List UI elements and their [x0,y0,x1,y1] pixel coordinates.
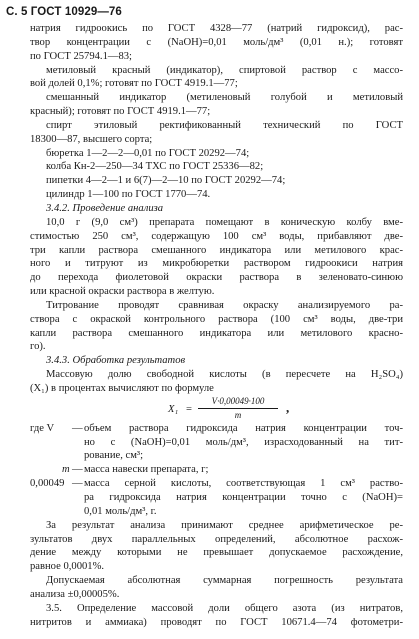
definition-text: объем раствора гидроксида натрия концентрации точ- [84,422,403,434]
paragraph-line: до перехода фиолетовой окраски раствора в зеленовато-синюю [30,272,403,284]
reagent-line: твор концентрации с (NaOH)=0,01 моль/дм³ (0,01 н.); готовят [30,36,403,48]
document-body [0,22,419,629]
reagent-line: спирт этиловый ректификованный технический по ГОСТ [46,119,403,131]
definition-text: но с (NaOH)=0,01 моль/дм³, израсходованный на тит- [84,436,403,448]
definition-dash: — [72,464,83,476]
definition-text: масса серной кислоты, соответствующая 1 см³ раство- [84,478,403,490]
formula-equals: = [186,403,192,415]
reagent-line: по ГОСТ 25794.1—83; [30,50,133,62]
paragraph-line: или красной окраски раствора в желтую. [30,286,215,298]
definition-text: 0,01 моль/дм³, г. [84,505,157,517]
definition-row [0,463,419,477]
definition-dash: — [72,478,83,490]
definition-text: масса навески препарата, г; [84,464,209,476]
definition-symbol: где V [30,422,55,434]
paragraph-line: равное 0,0001%. [30,561,105,573]
paragraph-line: нитритов и аммиака) проводят по ГОСТ 10671.4—74 фотометри- [30,616,403,628]
paragraph-line: Титрование проводят сравнивая окраску анализируемого ра- [46,299,403,311]
paragraph-line: 3.5. Определение массовой доли общего азота (из нитратов, [46,602,403,614]
formula-denominator: m [234,409,242,420]
equipment-line: цилиндр 1—100 по ГОСТ 1770—74. [46,189,211,201]
page-header: С. 5 ГОСТ 10929—76 [6,6,122,18]
paragraph-line: го). [30,341,46,353]
paragraph-line: ного и титруют из микробюретки раствором гидроокиси натрия [30,258,403,270]
paragraph-line: (X₁) в процентах вычисляют по формуле [30,382,214,394]
reagent-line: красный); готовят по ГОСТ 4919.1—77; [30,106,211,118]
definition-text: рование, см³; [84,450,144,462]
formula [168,396,419,422]
definition-symbol: m [62,464,70,476]
formula-fraction [198,396,278,421]
paragraph-line: дение между которыми не превышает допускаемое расхождение, [30,547,403,559]
definition-row [0,436,419,450]
formula-end: , [286,399,290,415]
formula-numerator: V·0,00049·100 [198,396,278,409]
definition-dash: — [72,422,83,434]
paragraph-line: Массовую долю свободной кислоты (в пересчете на H₂SO₄) [46,369,403,381]
definition-row [0,449,419,463]
reagent-line: метиловый красный (индикатор), спиртовой раствор с массо- [46,64,403,76]
reagent-line: натрия гидроокись по ГОСТ 4328—77 (натрий гидроксид), рас- [30,23,403,34]
paragraph-line: капли раствора смешанного индикатора или метилового красно- [30,327,403,339]
definition-row [0,477,419,491]
equipment-line: пипетки 4—2—1 и 6(7)—2—10 по ГОСТ 20292—74; [46,175,286,187]
paragraph-line: анализа ±0,00005%. [30,588,120,600]
reagent-line: смешанный индикатор (метиленовый голубой и метиловый [46,92,403,104]
paragraph-line: За результат анализа принимают среднее арифметическое ре- [46,519,403,531]
paragraph-line: стимостью 250 см³, содержащую 100 см³ воды, прибавляют две- [30,230,403,242]
reagent-line: 18300—87, высшего сорта; [30,133,153,145]
definition-text: ра гидроксида натрия концентрации точно с (NaOH)= [84,492,403,503]
definition-row [0,491,419,505]
paragraph-line: 10,0 г (9,0 см³) препарата помещают в коническую колбу вме- [46,216,403,228]
paragraph-line: Допускаемая абсолютная суммарная погрешность результата [46,575,403,587]
reagent-line: вой долей 0,1%; готовят по ГОСТ 4919.1—77; [30,78,238,90]
definition-row [0,422,419,436]
paragraph-line: три капли раствора смешанного индикатора или метилового крас- [30,244,403,256]
paragraph-line: зультатов двух параллельных определений, абсолютное расхож- [30,533,403,545]
equipment-line: бюретка 1—2—2—0,01 по ГОСТ 20292—74; [46,147,250,159]
section-heading: 3.4.3. Обработка результатов [46,355,186,367]
definition-symbol: 0,00049 [30,478,65,490]
section-heading: 3.4.2. Проведение анализа [46,202,164,214]
paragraph-line: створа с окраской контрольного раствора (100 см³ воды, две-три [30,313,403,325]
formula-lhs: X₁ [168,403,179,415]
definition-row [0,505,419,519]
equipment-line: колба Кн-2—250—34 ТХС по ГОСТ 25336—82; [46,161,264,173]
